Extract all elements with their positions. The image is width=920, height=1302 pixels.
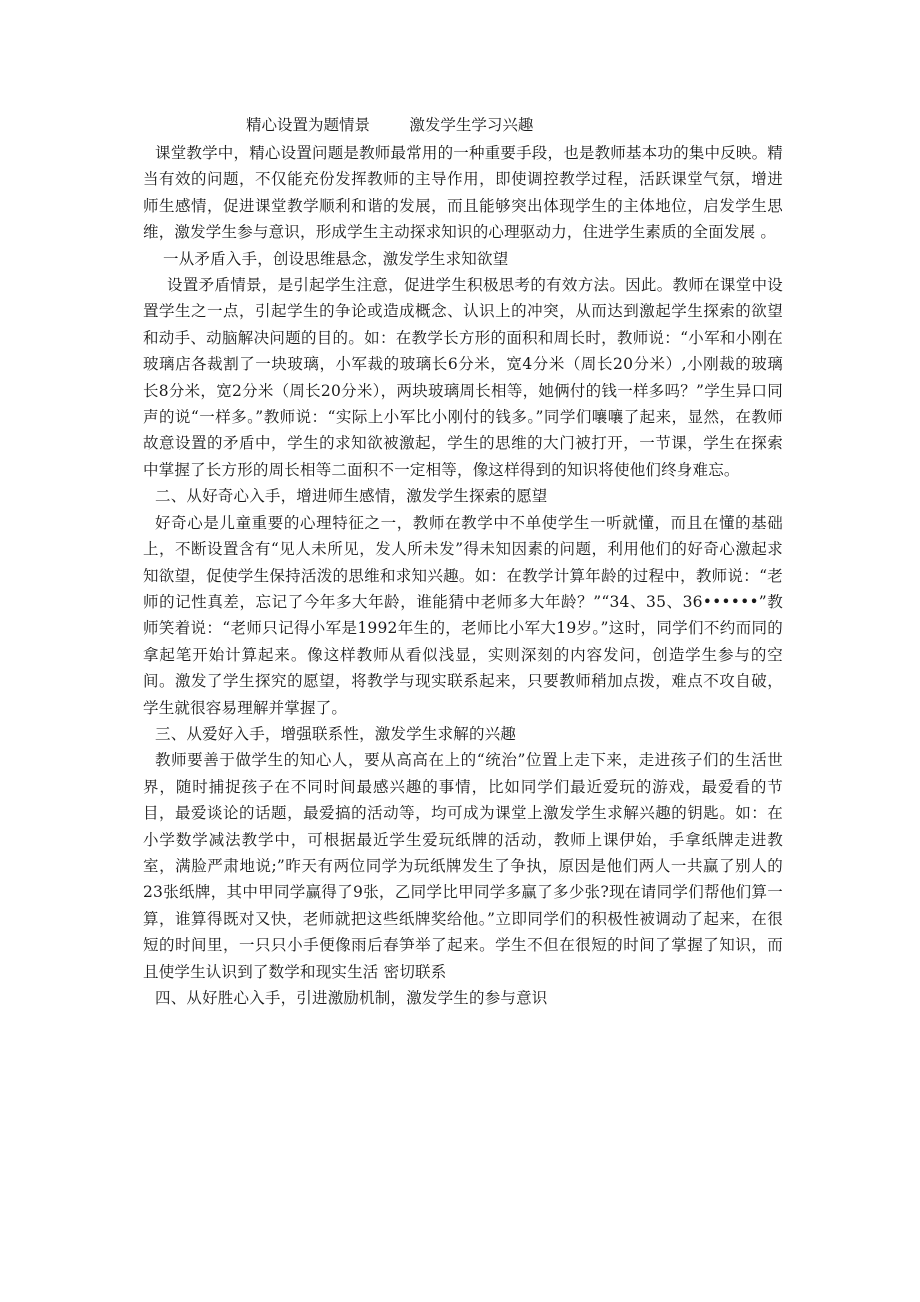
section-1-body: 设置矛盾情景，是引起学生注意，促进学生积极思考的有效方法。因此。教师在课堂中设置学生之一点，引起学生的争论或造成概念、认识上的冲突，从而达到激起学生探索的欲望和动手、动脑解决问题的目的。如：在教学长方形的面积和周长时，教师说：“小军和小刚在玻璃店各裁割了一块玻璃，小军裁的玻璃长6分米，宽4分米（周长20分米）,小刚裁的玻璃长8分米，宽2分米（周长20分米），两块玻璃周长相等，她俩付的钱一样多吗？”学生异口同声的说“一样多。”教师说：“实际上小军比小刚付的钱多。”同学们嚷嚷了起来，显然，在教师故意设置的矛盾中，学生的求知欲被激起，学生的思维的大门被打开，一节课，学生在探索中掌握了长方形的周长相等二面积不一定相等，像这样得到的知识将使他们终身难忘。 (143, 276, 783, 479)
section-2-body: 好奇心是儿童重要的心理特征之一，教师在教学中不单使学生一听就懂，而且在懂的基础上，不断设置含有“见人未所见，发人所未发”得未知因素的问题，利用他们的好奇心激起求知欲望，促使学生保持活泼的思维和求知兴趣。如：在教学计算年龄的过程中，教师说：“老师的记性真差，忘记了今年多大年龄，谁能猜中老师多大年龄？”“34、35、36••••••”教师笑着说：“老师只记得小军是1992年生的，老师比小军大19岁。”这时，同学们不约而同的拿起笔开始计算起来。像这样教师从看似浅显，实则深刻的内容发问，创造学生参与的空间。激发了学生探究的愿望，将教学与现实联系起来，只要教师稍加点拨，难点不攻自破，学生就很容易理解并掌握了。 (143, 513, 783, 717)
intro-paragraph: 课堂教学中，精心设置问题是教师最常用的一种重要手段，也是教师基本功的集中反映。精当有效的问题，不仅能充份发挥教师的主导作用，即使调控教学过程，活跃课堂气氛，增进师生感情，促进课堂教学顺利和谐的发展，而且能够突出体现学生的主体地位，启发学生思维，激发学生参与意识，形成学生主动探求知识的心理驱动力，住进学生素质的全面发展 。 (143, 144, 784, 242)
section-3-body: 教师要善于做学生的知心人，要从高高在上的“统治”位置上走下来，走进孩子们的生活世界，随时捕捉孩子在不同时间最感兴趣的事情，比如同学们最近爱玩的游戏，最爱看的节目，最爱谈论的话题，最爱搞的活动等，均可成为课堂上激发学生求解兴趣的钥匙。如：在小学数学减法教学中，可根据最近学生爱玩纸牌的活动，教师上课伊始，手拿纸牌走进教室，满脸严肃地说;”昨天有两位同学为玩纸牌发生了争执，原因是他们两人一共赢了别人的23张纸牌，其中甲同学赢得了9张，乙同学比甲同学多赢了多少张?现在请同学们帮他们算一算，谁算得既对又快，老师就把这些纸牌奖给他。”立即同学们的积极性被调动了起来，在很短的时间里，一只只小手便像雨后春笋举了起来。学生不但在很短的时间了掌握了知识，而且使学生认识到了数学和现实生活 密切联系 (143, 751, 783, 981)
document-page (143, 112, 783, 1011)
document-title: 精心设置为题情景 激发学生学习兴趣 (246, 116, 534, 134)
section-2-heading: 二、从好奇心入手，增进师生感情，激发学生探索的愿望 (155, 487, 548, 506)
section-1-heading: 一从矛盾入手，创设思维悬念，激发学生求知欲望 (163, 249, 509, 268)
section-3-heading: 三、从爱好入手，增强联系性，激发学生求解的兴趣 (155, 724, 517, 743)
section-4-heading: 四、从好胜心入手，引进激励机制，激发学生的参与意识 (155, 989, 548, 1007)
